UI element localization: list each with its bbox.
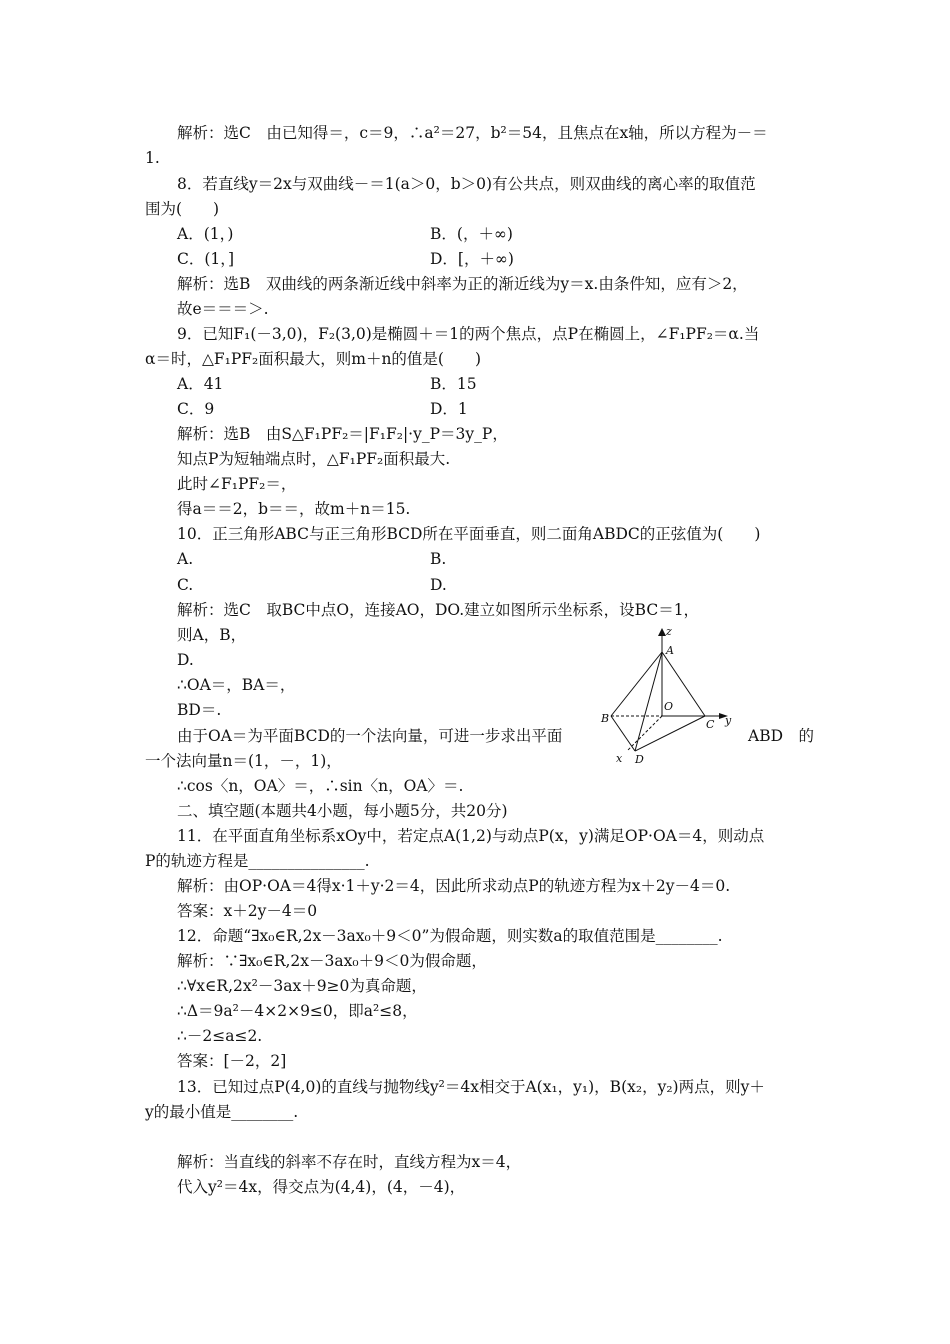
solution-line: ABD 的 (748, 727, 815, 745)
option-a: A. (177, 550, 194, 568)
text-line: α＝时，△F₁PF₂面积最大，则m＋n的值是( ) (145, 350, 482, 368)
option-c: C．(1，] (177, 250, 235, 268)
question-8: 8．若直线y＝2x与双曲线－＝1(a＞0，b＞0)有公共点，则双曲线的离心率的取值范 (177, 175, 756, 193)
solution-line: ∴OA＝，BA＝， (177, 676, 296, 694)
label-o: O (664, 700, 674, 713)
option-d: D．[，＋∞) (430, 250, 514, 268)
label-z: z (666, 625, 672, 638)
label-y: y (725, 714, 732, 727)
z-arrow (658, 628, 666, 636)
solution-line: ∴－2≤a≤2. (177, 1027, 263, 1045)
solution-line: 解析：选B 由S△F₁PF₂＝|F₁F₂|·y_P＝3y_P， (177, 425, 508, 443)
solution-line: 解析：选B 双曲线的两条渐近线中斜率为正的渐近线为y＝x.由条件知，应有＞2， (177, 275, 748, 293)
option-b: B．(，＋∞) (430, 225, 513, 243)
solution-line: ∴∀x∈R,2x²－3ax＋9≥0为真命题， (177, 977, 427, 995)
option-c: C. (177, 576, 194, 594)
solution-line: BD＝. (177, 701, 222, 719)
text-line: 围为( ) (145, 200, 220, 218)
option-a: A．41 (177, 375, 224, 393)
label-a: A (666, 644, 674, 657)
label-x: x (616, 752, 623, 765)
edge-bd (611, 716, 635, 751)
option-d: D．1 (430, 400, 468, 418)
solution-line: 此时∠F₁PF₂＝， (177, 475, 297, 493)
edge-ad (635, 652, 662, 751)
question-13: 13．已知过点P(4,0)的直线与抛物线y²＝4x相交于A(x₁，y₁)，B(x₂，y₂)两点，则y＋ (177, 1078, 765, 1096)
solution-line: 由于OA＝为平面BCD的一个法向量，可进一步求出平面 (177, 727, 563, 745)
section-heading: 二、填空题(本题共4小题，每小题5分，共20分) (177, 802, 508, 820)
option-b: B．15 (430, 375, 477, 393)
solution-line: 则A，B， (177, 626, 247, 644)
edge-cd (635, 716, 705, 751)
option-a: A．(1，) (177, 225, 234, 243)
option-b: B. (430, 550, 447, 568)
edge-ab (611, 652, 662, 716)
text-line: y的最小值是________. (145, 1103, 299, 1121)
text-line: 解析：选C 由已知得＝，c＝9，∴a²＝27，b²＝54，且焦点在x轴，所以方程为－＝ (177, 124, 768, 142)
tetrahedron-figure (598, 624, 738, 772)
question-9: 9．已知F₁(－3,0)，F₂(3,0)是椭圆＋＝1的两个焦点，点P在椭圆上，∠F₁PF₂＝α.当 (177, 325, 760, 343)
answer-line: 答案：x＋2y－4＝0 (177, 902, 318, 920)
solution-line: 代入y²＝4x，得交点为(4,4)，(4，－4)， (177, 1178, 466, 1196)
answer-line: 答案：[－2，2] (177, 1052, 287, 1070)
solution-line: 解析：∵∃x₀∈R,2x－3ax₀＋9＜0为假命题， (177, 952, 487, 970)
question-11: 11．在平面直角坐标系xOy中，若定点A(1,2)与动点P(x，y)满足OP·OA＝4，则动点 (177, 827, 765, 845)
label-c: C (706, 718, 715, 731)
solution-line: 解析：选C 取BC中点O，连接AO，DO.建立如图所示坐标系，设BC＝1， (177, 601, 700, 619)
x-axis (628, 716, 662, 750)
question-12: 12．命题“∃x₀∈R,2x－3ax₀＋9＜0”为假命题，则实数a的取值范围是________. (177, 927, 723, 945)
text-line: 1. (145, 149, 160, 167)
label-b: B (601, 712, 610, 725)
label-d: D (635, 753, 644, 766)
question-10: 10．正三角形ABC与正三角形BCD所在平面垂直，则二面角ABDC的正弦值为( ) (177, 525, 761, 543)
option-d: D. (430, 576, 447, 594)
solution-line: 解析：当直线的斜率不存在时，直线方程为x＝4， (177, 1153, 522, 1171)
solution-line: 得a＝＝2，b＝＝，故m＋n＝15. (177, 500, 411, 518)
solution-line: 解析：由OP·OA＝4得x·1＋y·2＝4，因此所求动点P的轨迹方程为x＋2y－4＝0. (177, 877, 731, 895)
solution-line: ∴cos〈n，OA〉＝，∴sin〈n，OA〉＝. (177, 777, 464, 795)
solution-line: 故e＝＝＝＞. (177, 300, 269, 318)
solution-line: D. (177, 651, 194, 669)
option-c: C．9 (177, 400, 215, 418)
solution-line: 一个法向量n＝(1，－，1)， (145, 752, 342, 770)
text-line: P的轨迹方程是_______________. (145, 852, 370, 870)
solution-line: 知点P为短轴端点时，△F₁PF₂面积最大. (177, 450, 451, 468)
solution-line: ∴Δ＝9a²－4×2×9≤0，即a²≤8， (177, 1002, 418, 1020)
